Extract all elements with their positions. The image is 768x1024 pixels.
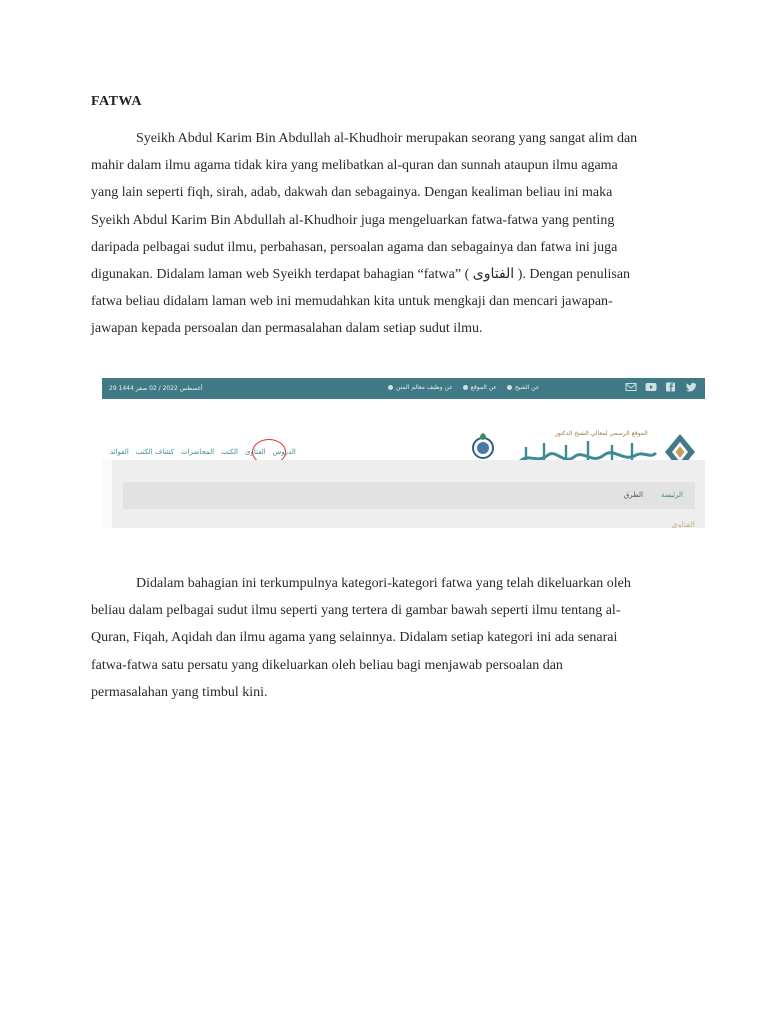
text-line: Syeikh Abdul Karim Bin Abdullah al-Khudhoir merupakan seorang yang sangat alim dan: [136, 131, 638, 146]
nav-item-muhadarat[interactable]: المحاضرات: [180, 448, 215, 456]
mail-icon[interactable]: [625, 382, 637, 392]
topbar-link[interactable]: عن الموقع: [463, 384, 497, 391]
location-icon: [507, 385, 512, 390]
website-screenshot: [102, 378, 705, 528]
website-header: [102, 399, 705, 459]
youtube-icon[interactable]: [645, 382, 657, 392]
bullet-icon: [388, 385, 393, 390]
nav-item-fatawa[interactable]: الفتاوى: [245, 448, 266, 456]
page-title-partial: الفتاوى: [671, 520, 695, 528]
text-line: yang lain seperti fiqh, sirah, adab, dakwah dan sebagainya. Dengan kealiman beliau ini maka: [91, 185, 613, 201]
nav-item-durus[interactable]: الدروس: [272, 448, 296, 456]
breadcrumb-home[interactable]: الرئيسة: [661, 491, 683, 499]
topbar-date: 29 أغسطس 2022 / 02 صفر 1444: [109, 385, 203, 392]
topbar-link[interactable]: عن وظيف معالم المتن: [388, 384, 453, 391]
website-topbar: [102, 378, 705, 399]
text-line: beliau dalam pelbagai sudut ilmu seperti yang tertera di gambar bawah seperti ilmu tentang al-: [91, 603, 621, 619]
text-line: Didalam bahagian ini terkumpulnya kategori-kategori fatwa yang telah dikeluarkan oleh: [136, 576, 631, 591]
text-line: Quran, Fiqah, Aqidah dan ilmu agama yang selainnya. Didalam setiap kategori ini ada senarai: [91, 630, 618, 646]
facebook-icon[interactable]: [665, 382, 677, 392]
text-line: fatwa beliau didalam laman web ini memudahkan kita untuk mengkaji dan mencari jawapan-: [91, 294, 613, 310]
text-line: permasalahan yang timbul kini.: [91, 684, 268, 700]
text-line: digunakan. Didalam laman web Syeikh terdapat bahagian “fatwa” ( الفتاوى ). Dengan penulisan: [91, 267, 631, 283]
paragraph-categories: [91, 570, 677, 706]
text-line: mahir dalam ilmu agama tidak kira yang melibatkan al-quran dan sunnah ataupun ilmu agama: [91, 158, 618, 174]
text-line: jawapan kepada persoalan dan permasalahan dalam setiap sudut ilmu.: [91, 321, 483, 337]
text-line: daripada pelbagai sudut ilmu, perbahasan, persoalan agama dan sebagainya dan fatwa ini juga: [91, 239, 618, 255]
nav-item-kashaf[interactable]: كشاف الكتب: [135, 448, 174, 456]
text-line: Syeikh Abdul Karim Bin Abdullah al-Khudhoir juga mengeluarkan fatwa-fatwa yang penting: [91, 212, 615, 228]
text-line: fatwa-fatwa satu persatu yang dikeluarkan oleh beliau bagi menjawab persoalan dan: [91, 657, 563, 673]
breadcrumb-current: الطرق: [623, 491, 643, 499]
paragraph-intro: [91, 125, 677, 343]
nav-item-kutub[interactable]: الكتب: [221, 448, 238, 456]
breadcrumb: [123, 482, 695, 509]
page-edge: [102, 460, 112, 528]
globe-icon: [463, 385, 468, 390]
topbar-link[interactable]: عن الشيخ: [507, 384, 540, 391]
nav-item-fawaid[interactable]: الفوائد: [110, 448, 129, 456]
social-icons: [625, 382, 697, 392]
topbar-links: [388, 384, 539, 391]
website-subtitle: الموقع الرسمي لمعالي الشيخ الدكتور: [555, 430, 648, 437]
twitter-icon[interactable]: [685, 382, 697, 392]
section-heading: FATWA: [91, 94, 142, 109]
